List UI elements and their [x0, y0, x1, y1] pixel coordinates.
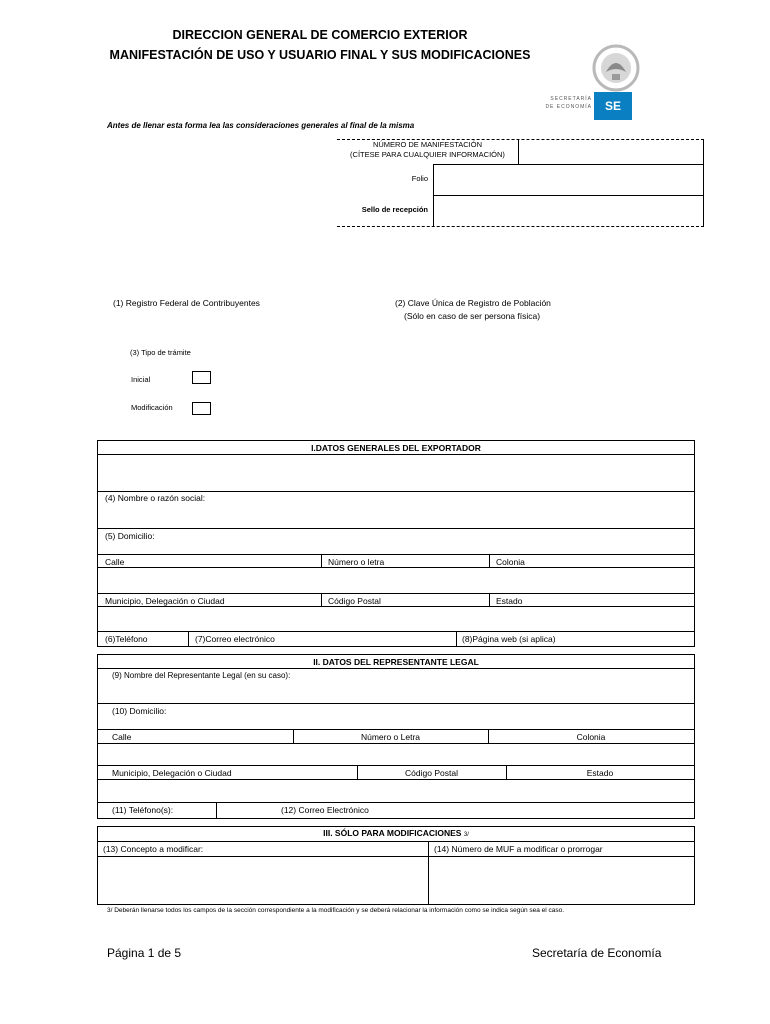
manifest-box	[337, 139, 704, 227]
section-exportador-title: I.DATOS GENERALES DEL EXPORTADOR	[311, 443, 481, 453]
inicial-label: Inicial	[131, 375, 151, 384]
logo-text-line2: DE ECONOMÍA	[545, 104, 592, 110]
rep-telefono-label: (11) Teléfono(s):	[112, 805, 174, 815]
numero-label: Número o letra	[328, 557, 385, 567]
logo-text-line1: SECRETARÍA	[550, 96, 592, 102]
eagle-seal-icon	[588, 38, 644, 94]
rep-municipio-label: Municipio, Delegación o Ciudad	[112, 768, 232, 778]
representante-nombre-field[interactable]	[99, 682, 693, 702]
codigo-postal-label: Código Postal	[328, 596, 381, 606]
numero-manifestacion-note: (CÍTESE PARA CUALQUIER INFORMACIÓN)	[350, 150, 505, 159]
folio-field[interactable]	[434, 165, 702, 194]
representante-nombre-label: (9) Nombre del Representante Legal (en su caso):	[112, 671, 291, 680]
rep-colonia-label: Colonia	[576, 732, 606, 742]
logo	[545, 38, 644, 120]
rep-estado-label: Estado	[586, 768, 614, 778]
rep-numero-label: Número o Letra	[360, 732, 421, 742]
modificacion-checkbox[interactable]	[192, 402, 211, 415]
colonia-label: Colonia	[496, 557, 525, 567]
sello-field[interactable]	[434, 196, 702, 226]
section-modificaciones-note-ref: 3/	[463, 832, 469, 838]
footer-org: Secretaría de Economía	[532, 946, 662, 960]
rep-correo-label: (12) Correo Electrónico	[281, 805, 369, 815]
section-modificaciones	[97, 826, 695, 905]
curp-label: (2) Clave Única de Registro de Población	[395, 298, 551, 308]
representante-domicilio-label: (10) Domicilio:	[112, 706, 167, 716]
concepto-modificar-label: (13) Concepto a modificar:	[103, 844, 204, 854]
rep-calle-label: Calle	[112, 732, 132, 742]
footnote-text: 3/ Deberán llenarse todos los campos de la sección correspondiente a la modificación y se deberá relacionar la información como se indica según sea el caso.	[107, 907, 565, 914]
form-title: DIRECCION GENERAL DE COMERCIO EXTERIOR	[172, 28, 468, 42]
numero-muf-label: (14) Número de MUF a modificar o prorrogar	[434, 844, 603, 854]
telefono-label: (6)Teléfono	[105, 634, 148, 644]
sello-label: Sello de recepción	[361, 205, 428, 214]
domicilio-field[interactable]	[99, 568, 693, 592]
rfc-label: (1) Registro Federal de Contribuyentes	[113, 298, 260, 308]
page-number: Página 1 de 5	[107, 946, 182, 960]
section-modificaciones-title	[98, 828, 694, 838]
section-representante-title: II. DATOS DEL REPRESENTANTE LEGAL	[313, 657, 479, 667]
section-representante	[97, 654, 695, 819]
pagina-web-label: (8)Página web (si aplica)	[462, 634, 556, 644]
nombre-razon-social-label: (4) Nombre o razón social:	[105, 493, 206, 503]
inicial-checkbox[interactable]	[192, 371, 211, 384]
numero-muf-field[interactable]	[430, 857, 693, 903]
numero-manifestacion-field[interactable]	[519, 140, 702, 163]
section-exportador	[97, 440, 695, 647]
rep-municipio-field[interactable]	[99, 780, 693, 801]
instructions-text: Antes de llenar esta forma lea las consideraciones generales al final de la misma	[107, 121, 415, 130]
form-subtitle: MANIFESTACIÓN DE USO Y USUARIO FINAL Y SUS MODIFICACIONES	[109, 48, 531, 62]
section-modificaciones-title-text: III. SÓLO PARA MODIFICACIONES	[323, 828, 462, 838]
curp-note: (Sólo en caso de ser persona física)	[404, 311, 541, 321]
tipo-tramite-label: (3) Tipo de trámite	[130, 348, 191, 357]
se-badge: SE	[594, 92, 632, 120]
calle-label: Calle	[105, 557, 125, 567]
rep-codigo-postal-label: Código Postal	[405, 768, 458, 778]
correo-label: (7)Correo electrónico	[195, 634, 275, 644]
municipio-label: Municipio, Delegación o Ciudad	[105, 596, 225, 606]
domicilio-label: (5) Domicilio:	[105, 531, 155, 541]
nombre-razon-social-field[interactable]	[99, 504, 693, 526]
numero-manifestacion-label: NÚMERO DE MANIFESTACIÓN	[372, 140, 483, 149]
concepto-modificar-field[interactable]	[99, 857, 427, 903]
rep-domicilio-field[interactable]	[99, 744, 693, 764]
municipio-field[interactable]	[99, 607, 693, 631]
estado-label: Estado	[496, 596, 523, 606]
folio-label: Folio	[411, 174, 428, 183]
modificacion-label: Modificación	[131, 403, 173, 412]
